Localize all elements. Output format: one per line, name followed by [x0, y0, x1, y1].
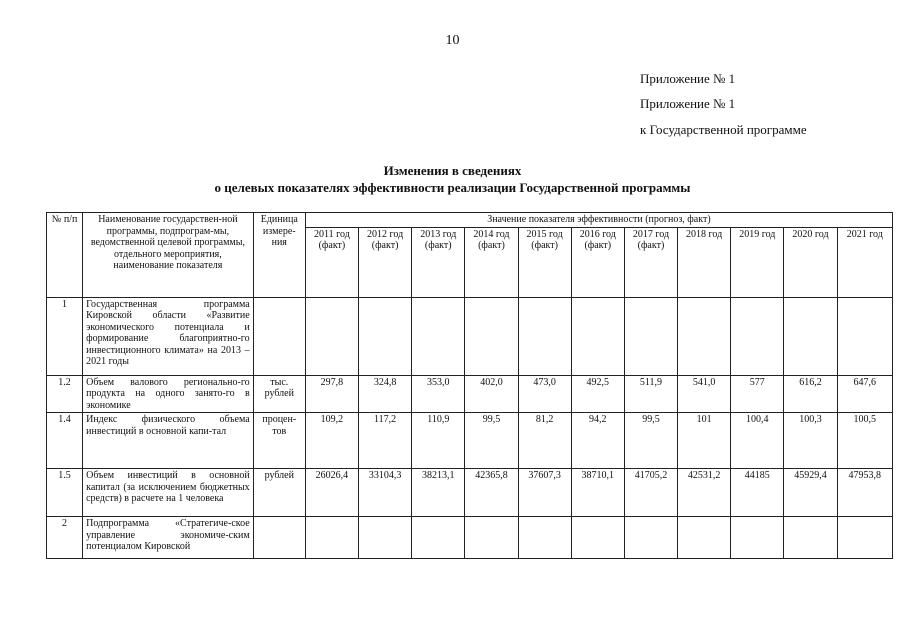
row-value: 47953,8 [837, 469, 892, 517]
row-name: Объем инвестиций в основной капитал (за исключением бюджетных средств) в расчете на 1 человека [83, 469, 254, 517]
row-value: 324,8 [359, 375, 412, 413]
appendix-line-3: к Государственной программе [640, 122, 807, 137]
row-value [784, 517, 837, 559]
row-value: 45929,4 [784, 469, 837, 517]
row-name: Индекс физического объема инвестиций в основной капи-тал [83, 413, 254, 469]
appendix-line-2: Приложение № 1 [640, 96, 736, 111]
table-row [47, 517, 893, 559]
row-value: 42531,2 [678, 469, 731, 517]
row-unit: процен-тов [253, 413, 305, 469]
header-name: Наименование государствен-ной программы, подпрограм-мы, ведомственной целевой программы, отдельного мероприятия, наименование показателя [83, 213, 254, 298]
row-num: 1.5 [47, 469, 83, 517]
row-value: 26026,4 [305, 469, 358, 517]
row-value [731, 517, 784, 559]
row-value: 100,3 [784, 413, 837, 469]
row-value: 38710,1 [571, 469, 624, 517]
row-value: 297,8 [305, 375, 358, 413]
header-year: 2014 год (факт) [465, 227, 518, 297]
row-value: 101 [678, 413, 731, 469]
document-title-line-1: Изменения в сведениях [383, 163, 522, 178]
row-value: 353,0 [412, 375, 465, 413]
row-unit: рублей [253, 469, 305, 517]
row-name: Объем валового регионально-го продукта на одного занято-го в экономике [83, 375, 254, 413]
row-value [624, 517, 677, 559]
row-value [678, 297, 731, 375]
row-value [624, 297, 677, 375]
row-value: 81,2 [518, 413, 571, 469]
row-value [305, 297, 358, 375]
row-value: 94,2 [571, 413, 624, 469]
row-value [305, 517, 358, 559]
header-year: 2018 год [678, 227, 731, 297]
row-value: 99,5 [624, 413, 677, 469]
header-year: 2012 год (факт) [359, 227, 412, 297]
row-value: 492,5 [571, 375, 624, 413]
header-year: 2017 год (факт) [624, 227, 677, 297]
row-value [412, 297, 465, 375]
row-value [465, 517, 518, 559]
row-value [837, 517, 892, 559]
row-unit [253, 297, 305, 375]
header-year: 2016 год (факт) [571, 227, 624, 297]
row-name: Подпрограмма «Стратегиче-ское управление экономиче-ским потенциалом Кировской [83, 517, 254, 559]
header-year: 2011 год (факт) [305, 227, 358, 297]
row-value: 41705,2 [624, 469, 677, 517]
document-title-line-2: о целевых показателях эффективности реализации Государственной программы [214, 180, 691, 195]
row-value [359, 517, 412, 559]
row-num: 2 [47, 517, 83, 559]
row-value [359, 297, 412, 375]
row-value: 100,5 [837, 413, 892, 469]
row-value [518, 517, 571, 559]
row-num: 1 [47, 297, 83, 375]
header-unit: Единица измере-ния [253, 213, 305, 298]
row-value: 541,0 [678, 375, 731, 413]
row-value: 473,0 [518, 375, 571, 413]
table-row [47, 413, 893, 469]
row-value: 38213,1 [412, 469, 465, 517]
header-year: 2015 год (факт) [518, 227, 571, 297]
row-value: 109,2 [305, 413, 358, 469]
row-unit [253, 517, 305, 559]
row-value [465, 297, 518, 375]
table-row [47, 375, 893, 413]
row-num: 1.4 [47, 413, 83, 469]
header-year: 2013 год (факт) [412, 227, 465, 297]
row-value: 100,4 [731, 413, 784, 469]
row-value: 37607,3 [518, 469, 571, 517]
appendix-line-1: Приложение № 1 [640, 71, 736, 86]
header-year: 2019 год [731, 227, 784, 297]
row-value: 117,2 [359, 413, 412, 469]
row-value [731, 297, 784, 375]
row-value [678, 517, 731, 559]
header-year: 2021 год [837, 227, 892, 297]
row-value [571, 297, 624, 375]
row-value: 44185 [731, 469, 784, 517]
row-value: 110,9 [412, 413, 465, 469]
row-value: 42365,8 [465, 469, 518, 517]
header-year: 2020 год [784, 227, 837, 297]
targets-table [46, 212, 893, 559]
row-value [518, 297, 571, 375]
page-number: 10 [445, 33, 460, 48]
header-num: № п/п [47, 213, 83, 298]
row-value: 99,5 [465, 413, 518, 469]
row-unit: тыс. рублей [253, 375, 305, 413]
row-value: 577 [731, 375, 784, 413]
row-value [412, 517, 465, 559]
header-values-group: Значение показателя эффективности (прогноз, факт) [305, 213, 892, 228]
row-name: Государственная программа Кировской области «Развитие экономического потенциала и формирование благоприятно-го инвестиционного климата» на 2013 – 2021 годы [83, 297, 254, 375]
table-row [47, 469, 893, 517]
row-value [784, 297, 837, 375]
row-value: 33104,3 [359, 469, 412, 517]
table-row [47, 297, 893, 375]
row-value: 647,6 [837, 375, 892, 413]
row-value [571, 517, 624, 559]
row-value: 616,2 [784, 375, 837, 413]
row-num: 1.2 [47, 375, 83, 413]
row-value: 511,9 [624, 375, 677, 413]
row-value [837, 297, 892, 375]
row-value: 402,0 [465, 375, 518, 413]
